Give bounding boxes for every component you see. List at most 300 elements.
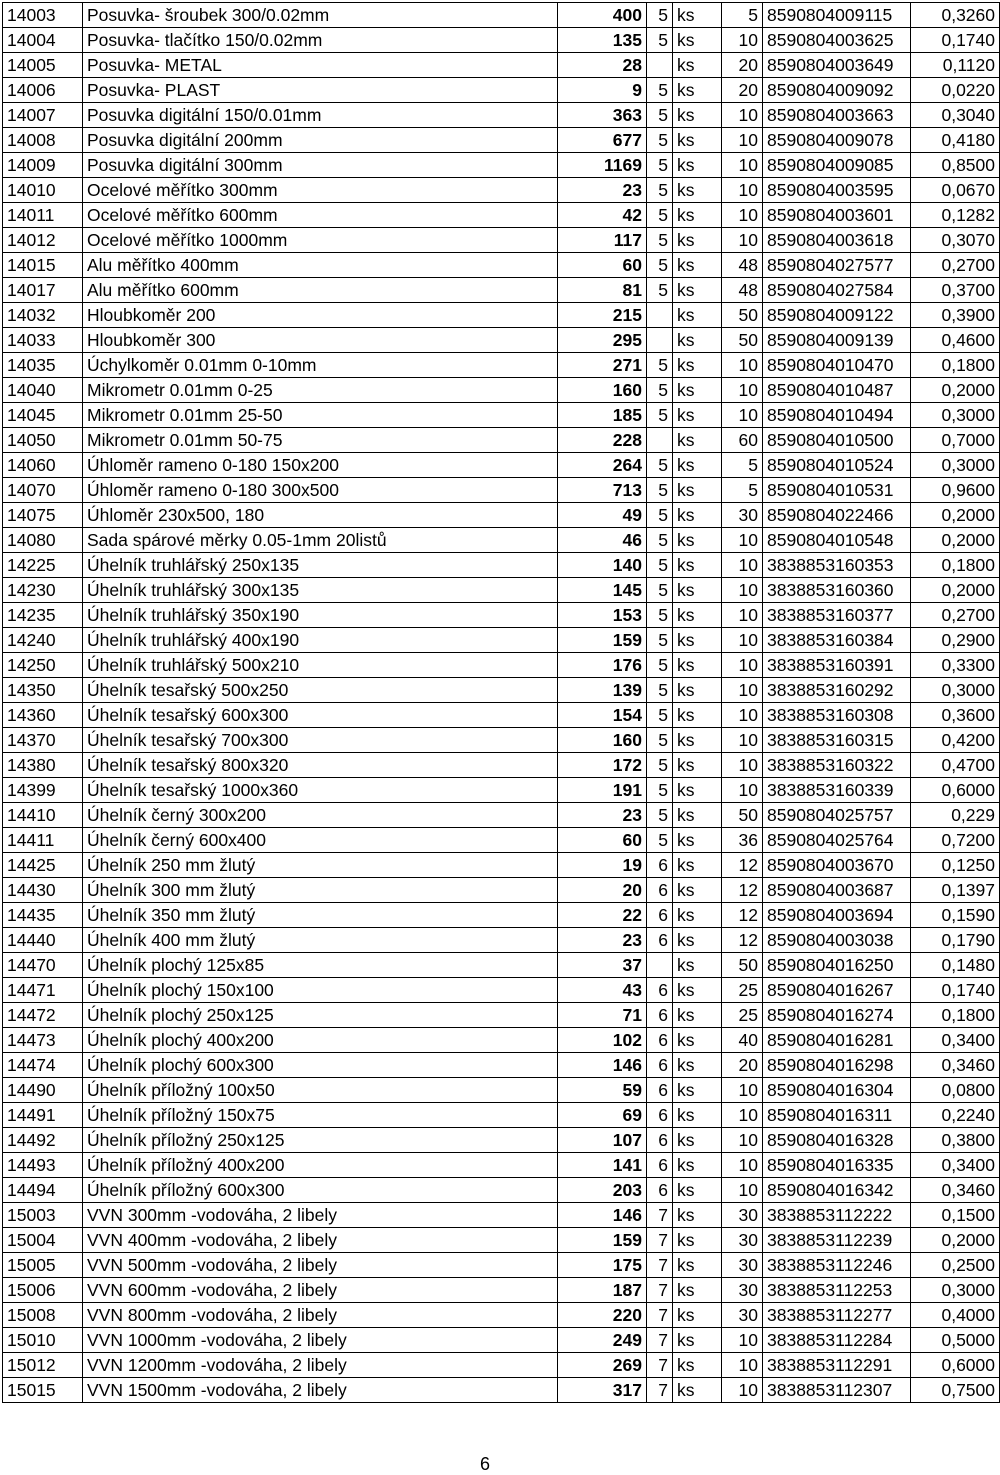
product-unit: ks: [673, 1203, 722, 1228]
product-group: 5: [647, 128, 673, 153]
product-pack-qty: 5: [722, 478, 763, 503]
product-price: 220: [558, 1303, 647, 1328]
product-unit: ks: [673, 728, 722, 753]
product-group: 7: [647, 1253, 673, 1278]
product-code: 14006: [3, 78, 83, 103]
product-name: Úhelník tesařský 800x320: [83, 753, 558, 778]
product-weight: 0,2000: [911, 528, 1000, 553]
table-row: [3, 178, 1000, 203]
product-pack-qty: 10: [722, 1128, 763, 1153]
product-code: 14491: [3, 1103, 83, 1128]
product-name: Úhelník plochý 125x85: [83, 953, 558, 978]
table-row: [3, 1253, 1000, 1278]
product-unit: ks: [673, 478, 722, 503]
product-code: 14004: [3, 28, 83, 53]
product-unit: ks: [673, 603, 722, 628]
product-weight: 0,9600: [911, 478, 1000, 503]
product-unit: ks: [673, 553, 722, 578]
product-unit: ks: [673, 1128, 722, 1153]
product-pack-qty: 20: [722, 53, 763, 78]
product-unit: ks: [673, 1253, 722, 1278]
table-row: [3, 203, 1000, 228]
product-group: [647, 303, 673, 328]
table-row: [3, 628, 1000, 653]
product-ean: 3838853112253: [763, 1278, 911, 1303]
product-code: 14045: [3, 403, 83, 428]
product-ean: 8590804009085: [763, 153, 911, 178]
product-unit: ks: [673, 453, 722, 478]
product-price: 154: [558, 703, 647, 728]
table-row: [3, 378, 1000, 403]
product-ean: 8590804003663: [763, 103, 911, 128]
product-weight: 0,3000: [911, 678, 1000, 703]
product-price: 160: [558, 378, 647, 403]
product-ean: 8590804003625: [763, 28, 911, 53]
product-pack-qty: 30: [722, 503, 763, 528]
product-code: 14010: [3, 178, 83, 203]
product-ean: 3838853160391: [763, 653, 911, 678]
product-ean: 3838853112284: [763, 1328, 911, 1353]
product-price: 102: [558, 1028, 647, 1053]
product-price: 185: [558, 403, 647, 428]
product-group: 5: [647, 778, 673, 803]
product-unit: ks: [673, 778, 722, 803]
product-ean: 8590804009139: [763, 328, 911, 353]
product-ean: 3838853160308: [763, 703, 911, 728]
product-code: 14435: [3, 903, 83, 928]
product-unit: ks: [673, 353, 722, 378]
product-pack-qty: 10: [722, 403, 763, 428]
product-name: Úhelník příložný 150x75: [83, 1103, 558, 1128]
product-pack-qty: 10: [722, 1378, 763, 1403]
product-pack-qty: 10: [722, 703, 763, 728]
product-price: 59: [558, 1078, 647, 1103]
product-price: 22: [558, 903, 647, 928]
product-price: 139: [558, 678, 647, 703]
product-price: 9: [558, 78, 647, 103]
product-unit: ks: [673, 153, 722, 178]
table-row: [3, 903, 1000, 928]
table-row: [3, 1053, 1000, 1078]
product-code: 14360: [3, 703, 83, 728]
product-code: 14080: [3, 528, 83, 553]
product-weight: 0,2700: [911, 253, 1000, 278]
product-weight: 0,7500: [911, 1378, 1000, 1403]
product-pack-qty: 25: [722, 1003, 763, 1028]
product-weight: 0,1590: [911, 903, 1000, 928]
product-weight: 0,3000: [911, 453, 1000, 478]
product-ean: 8590804022466: [763, 503, 911, 528]
product-name: Úhelník černý 600x400: [83, 828, 558, 853]
product-unit: ks: [673, 303, 722, 328]
product-price: 215: [558, 303, 647, 328]
product-name: Úhelník příložný 250x125: [83, 1128, 558, 1153]
product-name: Úhelník truhlářský 500x210: [83, 653, 558, 678]
product-name: Úhloměr 230x500, 180: [83, 503, 558, 528]
product-name: Ocelové měřítko 1000mm: [83, 228, 558, 253]
product-unit: ks: [673, 78, 722, 103]
product-group: [647, 328, 673, 353]
table-row: [3, 953, 1000, 978]
product-group: 5: [647, 178, 673, 203]
product-ean: 8590804016304: [763, 1078, 911, 1103]
product-weight: 0,7200: [911, 828, 1000, 853]
product-ean: 3838853112307: [763, 1378, 911, 1403]
product-price: 69: [558, 1103, 647, 1128]
product-code: 14493: [3, 1153, 83, 1178]
product-ean: 3838853112291: [763, 1353, 911, 1378]
product-name: VVN 800mm -vodováha, 2 libely: [83, 1303, 558, 1328]
product-unit: ks: [673, 178, 722, 203]
product-name: Úhelník tesařský 600x300: [83, 703, 558, 728]
product-code: 14050: [3, 428, 83, 453]
product-unit: ks: [673, 428, 722, 453]
product-name: Sada spárové měrky 0.05-1mm 20listů: [83, 528, 558, 553]
product-pack-qty: 10: [722, 653, 763, 678]
product-code: 15015: [3, 1378, 83, 1403]
product-weight: 0,1800: [911, 553, 1000, 578]
product-name: Posuvka- PLAST: [83, 78, 558, 103]
product-weight: 0,2000: [911, 378, 1000, 403]
product-name: Mikrometr 0.01mm 25-50: [83, 403, 558, 428]
product-pack-qty: 10: [722, 728, 763, 753]
product-ean: 8590804003649: [763, 53, 911, 78]
product-group: [647, 428, 673, 453]
product-code: 14225: [3, 553, 83, 578]
product-group: 5: [647, 578, 673, 603]
product-pack-qty: 10: [722, 203, 763, 228]
product-group: 6: [647, 1003, 673, 1028]
product-name: Posuvka digitální 200mm: [83, 128, 558, 153]
product-ean: 8590804010487: [763, 378, 911, 403]
product-price: 141: [558, 1153, 647, 1178]
product-pack-qty: 10: [722, 553, 763, 578]
product-name: VVN 400mm -vodováha, 2 libely: [83, 1228, 558, 1253]
product-group: 5: [647, 403, 673, 428]
product-code: 14494: [3, 1178, 83, 1203]
product-name: Mikrometr 0.01mm 50-75: [83, 428, 558, 453]
table-row: [3, 228, 1000, 253]
product-ean: 8590804003601: [763, 203, 911, 228]
product-unit: ks: [673, 403, 722, 428]
table-row: [3, 778, 1000, 803]
product-weight: 0,2000: [911, 578, 1000, 603]
product-group: 7: [647, 1228, 673, 1253]
product-weight: 0,2900: [911, 628, 1000, 653]
product-ean: 8590804003670: [763, 853, 911, 878]
product-group: [647, 53, 673, 78]
table-row: [3, 1078, 1000, 1103]
product-weight: 0,1250: [911, 853, 1000, 878]
product-pack-qty: 10: [722, 678, 763, 703]
product-name: Posuvka- METAL: [83, 53, 558, 78]
product-group: 6: [647, 1053, 673, 1078]
product-group: 6: [647, 1078, 673, 1103]
table-row: [3, 678, 1000, 703]
product-group: 5: [647, 803, 673, 828]
product-ean: 8590804003694: [763, 903, 911, 928]
table-row: [3, 803, 1000, 828]
table-row: [3, 403, 1000, 428]
product-group: 6: [647, 928, 673, 953]
product-code: 15012: [3, 1353, 83, 1378]
product-weight: 0,1120: [911, 53, 1000, 78]
product-ean: 8590804010531: [763, 478, 911, 503]
product-pack-qty: 48: [722, 253, 763, 278]
product-code: 14492: [3, 1128, 83, 1153]
product-pack-qty: 10: [722, 1178, 763, 1203]
table-row: [3, 578, 1000, 603]
product-code: 14011: [3, 203, 83, 228]
product-group: 6: [647, 978, 673, 1003]
product-pack-qty: 10: [722, 1328, 763, 1353]
product-pack-qty: 48: [722, 278, 763, 303]
product-pack-qty: 10: [722, 28, 763, 53]
product-price: 23: [558, 803, 647, 828]
product-code: 14060: [3, 453, 83, 478]
product-group: 5: [647, 553, 673, 578]
product-name: Úhelník truhlářský 250x135: [83, 553, 558, 578]
product-weight: 0,1740: [911, 28, 1000, 53]
table-row: [3, 28, 1000, 53]
table-row: [3, 128, 1000, 153]
product-group: 5: [647, 3, 673, 28]
product-pack-qty: 50: [722, 328, 763, 353]
product-pack-qty: 10: [722, 178, 763, 203]
product-pack-qty: 30: [722, 1203, 763, 1228]
product-ean: 8590804009122: [763, 303, 911, 328]
product-price: 159: [558, 628, 647, 653]
product-weight: 0,3040: [911, 103, 1000, 128]
product-unit: ks: [673, 578, 722, 603]
product-pack-qty: 10: [722, 353, 763, 378]
product-group: 5: [647, 228, 673, 253]
product-code: 14035: [3, 353, 83, 378]
product-weight: 0,8500: [911, 153, 1000, 178]
product-pack-qty: 10: [722, 378, 763, 403]
product-pack-qty: 10: [722, 753, 763, 778]
product-pack-qty: 60: [722, 428, 763, 453]
product-pack-qty: 40: [722, 1028, 763, 1053]
product-unit: ks: [673, 1053, 722, 1078]
product-group: [647, 953, 673, 978]
product-weight: 0,3070: [911, 228, 1000, 253]
product-name: VVN 500mm -vodováha, 2 libely: [83, 1253, 558, 1278]
product-ean: 8590804010494: [763, 403, 911, 428]
product-pack-qty: 10: [722, 528, 763, 553]
product-price: 203: [558, 1178, 647, 1203]
product-code: 14033: [3, 328, 83, 353]
product-code: 14425: [3, 853, 83, 878]
product-weight: 0,229: [911, 803, 1000, 828]
table-row: [3, 878, 1000, 903]
product-price: 269: [558, 1353, 647, 1378]
product-name: VVN 1500mm -vodováha, 2 libely: [83, 1378, 558, 1403]
product-unit: ks: [673, 203, 722, 228]
product-ean: 8590804016298: [763, 1053, 911, 1078]
product-price: 176: [558, 653, 647, 678]
product-name: Úhelník 300 mm žlutý: [83, 878, 558, 903]
product-code: 14473: [3, 1028, 83, 1053]
product-group: 5: [647, 28, 673, 53]
table-row: [3, 253, 1000, 278]
product-code: 14474: [3, 1053, 83, 1078]
product-group: 5: [647, 78, 673, 103]
product-code: 14411: [3, 828, 83, 853]
product-code: 15008: [3, 1303, 83, 1328]
product-unit: ks: [673, 753, 722, 778]
product-name: Úhelník truhlářský 300x135: [83, 578, 558, 603]
table-row: [3, 428, 1000, 453]
product-ean: 8590804016335: [763, 1153, 911, 1178]
product-weight: 0,1480: [911, 953, 1000, 978]
product-price: 146: [558, 1053, 647, 1078]
product-unit: ks: [673, 953, 722, 978]
product-price: 249: [558, 1328, 647, 1353]
product-ean: 3838853160292: [763, 678, 911, 703]
table-row: [3, 1153, 1000, 1178]
product-pack-qty: 30: [722, 1228, 763, 1253]
table-row: [3, 53, 1000, 78]
product-group: 6: [647, 903, 673, 928]
product-weight: 0,4200: [911, 728, 1000, 753]
product-code: 14410: [3, 803, 83, 828]
table-row: [3, 1303, 1000, 1328]
table-row: [3, 1203, 1000, 1228]
product-weight: 0,3400: [911, 1153, 1000, 1178]
product-group: 5: [647, 528, 673, 553]
product-code: 14240: [3, 628, 83, 653]
product-pack-qty: 25: [722, 978, 763, 1003]
table-row: [3, 828, 1000, 853]
product-name: Úhelník plochý 150x100: [83, 978, 558, 1003]
product-price: 145: [558, 578, 647, 603]
product-unit: ks: [673, 653, 722, 678]
product-unit: ks: [673, 503, 722, 528]
product-weight: 0,3000: [911, 1278, 1000, 1303]
product-code: 14399: [3, 778, 83, 803]
product-price: 172: [558, 753, 647, 778]
table-row: [3, 1103, 1000, 1128]
product-pack-qty: 10: [722, 153, 763, 178]
table-row: [3, 753, 1000, 778]
product-price: 295: [558, 328, 647, 353]
product-weight: 0,3300: [911, 653, 1000, 678]
product-weight: 0,3460: [911, 1053, 1000, 1078]
product-name: Úhelník tesařský 1000x360: [83, 778, 558, 803]
product-name: Úhloměr rameno 0-180 300x500: [83, 478, 558, 503]
product-name: VVN 1200mm -vodováha, 2 libely: [83, 1353, 558, 1378]
table-row: [3, 978, 1000, 1003]
product-name: Hloubkoměr 200: [83, 303, 558, 328]
product-weight: 0,2240: [911, 1103, 1000, 1128]
product-ean: 8590804003038: [763, 928, 911, 953]
product-group: 7: [647, 1203, 673, 1228]
product-pack-qty: 10: [722, 778, 763, 803]
product-price: 191: [558, 778, 647, 803]
product-weight: 0,3900: [911, 303, 1000, 328]
product-code: 15004: [3, 1228, 83, 1253]
product-code: 14008: [3, 128, 83, 153]
product-pack-qty: 5: [722, 453, 763, 478]
product-group: 7: [647, 1353, 673, 1378]
product-unit: ks: [673, 928, 722, 953]
product-code: 14070: [3, 478, 83, 503]
product-pack-qty: 10: [722, 1353, 763, 1378]
product-weight: 0,0670: [911, 178, 1000, 203]
product-code: 14380: [3, 753, 83, 778]
product-weight: 0,4180: [911, 128, 1000, 153]
product-unit: ks: [673, 878, 722, 903]
product-ean: 8590804016311: [763, 1103, 911, 1128]
product-price: 42: [558, 203, 647, 228]
product-code: 14470: [3, 953, 83, 978]
table-row: [3, 528, 1000, 553]
product-ean: 8590804010500: [763, 428, 911, 453]
product-weight: 0,1800: [911, 353, 1000, 378]
product-name: Úchylkoměr 0.01mm 0-10mm: [83, 353, 558, 378]
product-unit: ks: [673, 828, 722, 853]
product-code: 14440: [3, 928, 83, 953]
product-ean: 8590804016328: [763, 1128, 911, 1153]
product-price: 140: [558, 553, 647, 578]
product-group: 7: [647, 1303, 673, 1328]
product-group: 5: [647, 503, 673, 528]
product-price: 264: [558, 453, 647, 478]
product-price: 135: [558, 28, 647, 53]
product-unit: ks: [673, 128, 722, 153]
product-price: 23: [558, 928, 647, 953]
product-group: 5: [647, 603, 673, 628]
product-unit: ks: [673, 853, 722, 878]
product-name: Úhelník 350 mm žlutý: [83, 903, 558, 928]
product-pack-qty: 30: [722, 1278, 763, 1303]
product-weight: 0,0220: [911, 78, 1000, 103]
product-pack-qty: 36: [722, 828, 763, 853]
product-weight: 0,3400: [911, 1028, 1000, 1053]
product-pack-qty: 20: [722, 1053, 763, 1078]
product-ean: 3838853160315: [763, 728, 911, 753]
table-row: [3, 1028, 1000, 1053]
product-name: Úhelník příložný 400x200: [83, 1153, 558, 1178]
product-group: 7: [647, 1328, 673, 1353]
product-price: 37: [558, 953, 647, 978]
product-price: 117: [558, 228, 647, 253]
product-price: 363: [558, 103, 647, 128]
product-group: 6: [647, 853, 673, 878]
product-pack-qty: 10: [722, 1153, 763, 1178]
table-row: [3, 853, 1000, 878]
table-row: [3, 328, 1000, 353]
product-price: 271: [558, 353, 647, 378]
product-price: 153: [558, 603, 647, 628]
product-pack-qty: 20: [722, 78, 763, 103]
product-code: 14490: [3, 1078, 83, 1103]
product-unit: ks: [673, 278, 722, 303]
table-row: [3, 453, 1000, 478]
product-unit: ks: [673, 528, 722, 553]
table-row: [3, 1353, 1000, 1378]
product-pack-qty: 50: [722, 953, 763, 978]
product-pack-qty: 10: [722, 1103, 763, 1128]
product-price: 187: [558, 1278, 647, 1303]
table-row: [3, 303, 1000, 328]
product-code: 15005: [3, 1253, 83, 1278]
product-unit: ks: [673, 978, 722, 1003]
product-weight: 0,2000: [911, 1228, 1000, 1253]
product-unit: ks: [673, 1103, 722, 1128]
product-weight: 0,3800: [911, 1128, 1000, 1153]
